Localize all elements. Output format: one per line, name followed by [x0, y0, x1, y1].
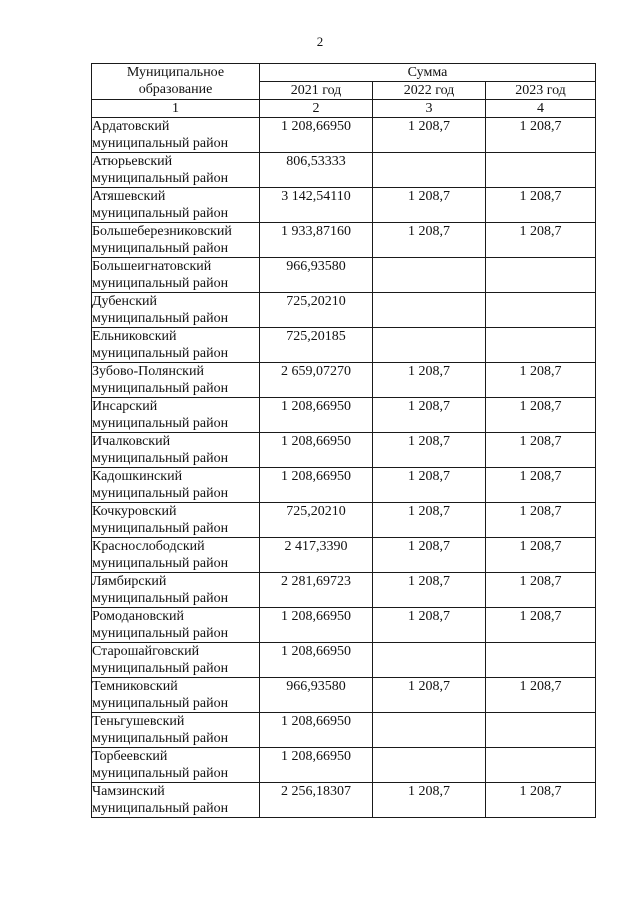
- value-2021-cell: 966,93580: [260, 258, 373, 293]
- table-row: [92, 503, 596, 538]
- value-2022-cell: [373, 713, 486, 748]
- value-2022-cell: 1 208,7: [373, 188, 486, 223]
- value-2021-cell: 1 208,66950: [260, 433, 373, 468]
- value-2023-cell: [486, 643, 596, 678]
- value-2022-cell: 1 208,7: [373, 433, 486, 468]
- value-2023-cell: 1 208,7: [486, 503, 596, 538]
- value-2021-cell: 725,20210: [260, 293, 373, 328]
- municipality-type: муниципальный район: [92, 136, 229, 151]
- column-number-2: 2: [260, 100, 373, 118]
- page-number: 2: [316, 34, 324, 49]
- table-row: [92, 398, 596, 433]
- header-sum: Сумма: [260, 64, 596, 82]
- header-year-2022: 2022 год: [373, 82, 486, 100]
- table-row: [92, 363, 596, 398]
- municipality-name-cell: [92, 363, 260, 398]
- table-row: [92, 713, 596, 748]
- value-2021-cell: 1 208,66950: [260, 608, 373, 643]
- value-2022-cell: 1 208,7: [373, 608, 486, 643]
- value-2022-cell: 1 208,7: [373, 468, 486, 503]
- municipality-name-cell: [92, 748, 260, 783]
- table-row: [92, 258, 596, 293]
- municipality-name: Ромодановский: [92, 609, 184, 624]
- value-2021-cell: 1 208,66950: [260, 748, 373, 783]
- table-row: [92, 538, 596, 573]
- value-2021-cell: 806,53333: [260, 153, 373, 188]
- municipality-name: Ичалковский: [92, 434, 171, 449]
- municipality-name: Теньгушевский: [92, 714, 185, 729]
- municipality-name-cell: [92, 468, 260, 503]
- municipality-name-cell: [92, 573, 260, 608]
- municipality-type: муниципальный район: [92, 171, 229, 186]
- table-row: [92, 468, 596, 503]
- value-2021-cell: 966,93580: [260, 678, 373, 713]
- municipality-name-cell: [92, 713, 260, 748]
- value-2021-cell: 2 256,18307: [260, 783, 373, 818]
- value-2023-cell: [486, 713, 596, 748]
- value-2021-cell: 1 208,66950: [260, 118, 373, 153]
- value-2022-cell: 1 208,7: [373, 573, 486, 608]
- municipality-name: Атюрьевский: [92, 154, 173, 169]
- municipality-type: муниципальный район: [92, 801, 229, 816]
- value-2022-cell: 1 208,7: [373, 783, 486, 818]
- municipality-type: муниципальный район: [92, 416, 229, 431]
- header-year-2021: 2021 год: [260, 82, 373, 100]
- municipality-type: муниципальный район: [92, 346, 229, 361]
- municipality-type: муниципальный район: [92, 696, 229, 711]
- municipality-name: Лямбирский: [92, 574, 167, 589]
- value-2022-cell: 1 208,7: [373, 223, 486, 258]
- municipality-name: Кочкуровский: [92, 504, 177, 519]
- table-row: [92, 153, 596, 188]
- municipality-type: муниципальный район: [92, 241, 229, 256]
- value-2021-cell: 1 933,87160: [260, 223, 373, 258]
- municipality-name: Темниковский: [92, 679, 178, 694]
- value-2021-cell: 2 417,3390: [260, 538, 373, 573]
- value-2022-cell: 1 208,7: [373, 538, 486, 573]
- value-2022-cell: 1 208,7: [373, 118, 486, 153]
- value-2021-cell: 1 208,66950: [260, 713, 373, 748]
- value-2023-cell: 1 208,7: [486, 573, 596, 608]
- value-2022-cell: [373, 328, 486, 363]
- table-row: [92, 223, 596, 258]
- municipality-name: Дубенский: [92, 294, 158, 309]
- column-number-4: 4: [486, 100, 596, 118]
- municipality-name-cell: [92, 153, 260, 188]
- municipality-name: Инсарский: [92, 399, 158, 414]
- municipality-type: муниципальный район: [92, 591, 229, 606]
- municipality-name: Торбеевский: [92, 749, 168, 764]
- value-2021-cell: 1 208,66950: [260, 643, 373, 678]
- value-2023-cell: 1 208,7: [486, 678, 596, 713]
- table-row: [92, 783, 596, 818]
- value-2023-cell: 1 208,7: [486, 608, 596, 643]
- value-2023-cell: [486, 748, 596, 783]
- value-2023-cell: 1 208,7: [486, 223, 596, 258]
- municipality-name-cell: [92, 433, 260, 468]
- municipality-name-cell: [92, 783, 260, 818]
- table-row: [92, 608, 596, 643]
- value-2021-cell: 725,20185: [260, 328, 373, 363]
- value-2023-cell: 1 208,7: [486, 188, 596, 223]
- municipality-name: Чамзинский: [92, 784, 165, 799]
- header-year-2023: 2023 год: [486, 82, 596, 100]
- value-2023-cell: 1 208,7: [486, 118, 596, 153]
- value-2023-cell: [486, 258, 596, 293]
- municipality-name-cell: [92, 678, 260, 713]
- value-2021-cell: 2 659,07270: [260, 363, 373, 398]
- value-2023-cell: 1 208,7: [486, 398, 596, 433]
- municipality-name: Ельниковский: [92, 329, 177, 344]
- value-2023-cell: [486, 153, 596, 188]
- value-2022-cell: 1 208,7: [373, 398, 486, 433]
- table-row: [92, 188, 596, 223]
- table-row: [92, 293, 596, 328]
- municipality-name-cell: [92, 608, 260, 643]
- column-number-3: 3: [373, 100, 486, 118]
- header-municipality: Муниципальное образование: [92, 64, 260, 100]
- municipality-type: муниципальный район: [92, 661, 229, 676]
- municipality-name: Большеигнатовский: [92, 259, 212, 274]
- value-2021-cell: 725,20210: [260, 503, 373, 538]
- municipality-name-cell: [92, 538, 260, 573]
- municipality-name: Старошайговский: [92, 644, 200, 659]
- value-2022-cell: [373, 748, 486, 783]
- value-2022-cell: [373, 153, 486, 188]
- table-row: [92, 573, 596, 608]
- value-2023-cell: 1 208,7: [486, 363, 596, 398]
- municipality-name: Ардатовский: [92, 119, 170, 134]
- value-2022-cell: [373, 293, 486, 328]
- municipality-type: муниципальный район: [92, 451, 229, 466]
- header-row-column-numbers: [92, 100, 596, 118]
- municipality-type: муниципальный район: [92, 486, 229, 501]
- value-2021-cell: 2 281,69723: [260, 573, 373, 608]
- municipality-type: муниципальный район: [92, 311, 229, 326]
- allocation-table: [91, 63, 596, 818]
- municipality-name: Кадошкинский: [92, 469, 183, 484]
- municipality-name-cell: [92, 118, 260, 153]
- value-2021-cell: 3 142,54110: [260, 188, 373, 223]
- municipality-name: Атяшевский: [92, 189, 166, 204]
- value-2021-cell: 1 208,66950: [260, 398, 373, 433]
- municipality-name-cell: [92, 293, 260, 328]
- municipality-type: муниципальный район: [92, 276, 229, 291]
- municipality-name: Большеберезниковский: [92, 224, 232, 239]
- value-2023-cell: [486, 328, 596, 363]
- value-2022-cell: 1 208,7: [373, 503, 486, 538]
- municipality-name-cell: [92, 643, 260, 678]
- municipality-name: Краснослободский: [92, 539, 205, 554]
- value-2021-cell: 1 208,66950: [260, 468, 373, 503]
- value-2023-cell: 1 208,7: [486, 783, 596, 818]
- municipality-type: муниципальный район: [92, 556, 229, 571]
- table-row: [92, 748, 596, 783]
- municipality-name: Зубово-Полянский: [92, 364, 204, 379]
- municipality-type: муниципальный район: [92, 626, 229, 641]
- municipality-type: муниципальный район: [92, 766, 229, 781]
- municipality-name-cell: [92, 398, 260, 433]
- municipality-type: муниципальный район: [92, 521, 229, 536]
- header-row-top: [92, 64, 596, 82]
- value-2023-cell: 1 208,7: [486, 538, 596, 573]
- value-2023-cell: [486, 293, 596, 328]
- value-2023-cell: 1 208,7: [486, 468, 596, 503]
- table-row: [92, 678, 596, 713]
- value-2022-cell: 1 208,7: [373, 678, 486, 713]
- municipality-type: муниципальный район: [92, 731, 229, 746]
- value-2022-cell: [373, 643, 486, 678]
- municipality-type: муниципальный район: [92, 381, 229, 396]
- table-row: [92, 118, 596, 153]
- value-2022-cell: 1 208,7: [373, 363, 486, 398]
- value-2022-cell: [373, 258, 486, 293]
- municipality-name-cell: [92, 188, 260, 223]
- table-row: [92, 643, 596, 678]
- table-row: [92, 433, 596, 468]
- value-2023-cell: 1 208,7: [486, 433, 596, 468]
- municipality-type: муниципальный район: [92, 206, 229, 221]
- municipality-name-cell: [92, 328, 260, 363]
- column-number-1: 1: [92, 100, 260, 118]
- municipality-name-cell: [92, 258, 260, 293]
- table-row: [92, 328, 596, 363]
- municipality-name-cell: [92, 503, 260, 538]
- municipality-name-cell: [92, 223, 260, 258]
